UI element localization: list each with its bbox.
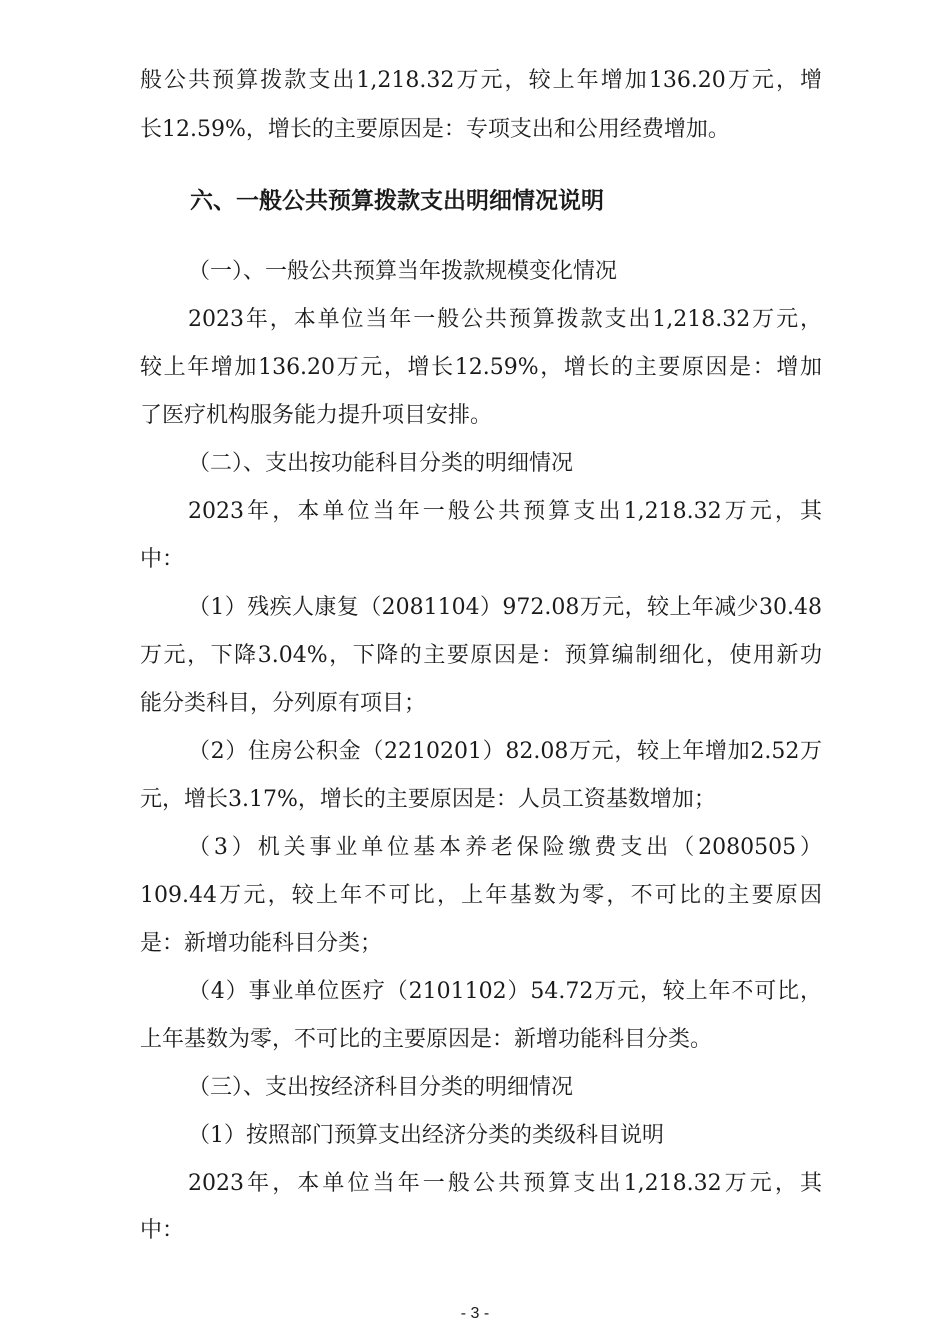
text-line: （1）残疾人康复（2081104）972.08万元，较上年减少30.48 (188, 595, 822, 620)
text-line: 长12.59%，增长的主要原因是：专项支出和公用经费增加。 (140, 117, 730, 142)
text-line: （1）按照部门预算支出经济分类的类级科目说明 (188, 1123, 664, 1148)
text-line: （3）机关事业单位基本养老保险缴费支出（2080505） (188, 835, 822, 860)
subsection-heading: （一）、一般公共预算当年拨款规模变化情况 (188, 259, 618, 284)
text-line: 上年基数为零，不可比的主要原因是：新增功能科目分类。 (140, 1027, 713, 1052)
text-line: （2）住房公积金（2210201）82.08万元，较上年增加2.52万 (188, 739, 822, 764)
subsection-heading: （三）、支出按经济科目分类的明细情况 (188, 1075, 574, 1100)
text-line: 较上年增加136.20万元，增长12.59%，增长的主要原因是：增加 (140, 355, 822, 380)
text-line: 般公共预算拨款支出1,218.32万元，较上年增加136.20万元，增 (140, 68, 822, 93)
text-line: 2023年，本单位当年一般公共预算支出1,218.32万元，其 (188, 1171, 822, 1196)
text-line: 中： (140, 1218, 185, 1243)
text-line: 了医疗机构服务能力提升项目安排。 (140, 403, 493, 428)
text-line: 109.44万元，较上年不可比，上年基数为零，不可比的主要原因 (140, 883, 822, 908)
text-line: 2023年，本单位当年一般公共预算拨款支出1,218.32万元， (188, 307, 822, 332)
page-number: - 3 - (460, 1305, 490, 1322)
text-line: 能分类科目，分列原有项目； (140, 691, 427, 716)
text-line: 是：新增功能科目分类； (140, 931, 383, 956)
text-line: （4）事业单位医疗（2101102）54.72万元，较上年不可比， (188, 979, 822, 1004)
text-line: 万元，下降3.04%，下降的主要原因是：预算编制细化，使用新功 (140, 643, 822, 668)
subsection-heading: （二）、支出按功能科目分类的明细情况 (188, 451, 574, 476)
text-line: 元，增长3.17%，增长的主要原因是：人员工资基数增加； (140, 787, 716, 812)
text-line: 2023年，本单位当年一般公共预算支出1,218.32万元，其 (188, 499, 822, 524)
text-line: 中： (140, 547, 185, 572)
section-heading: 六、一般公共预算拨款支出明细情况说明 (190, 188, 604, 214)
